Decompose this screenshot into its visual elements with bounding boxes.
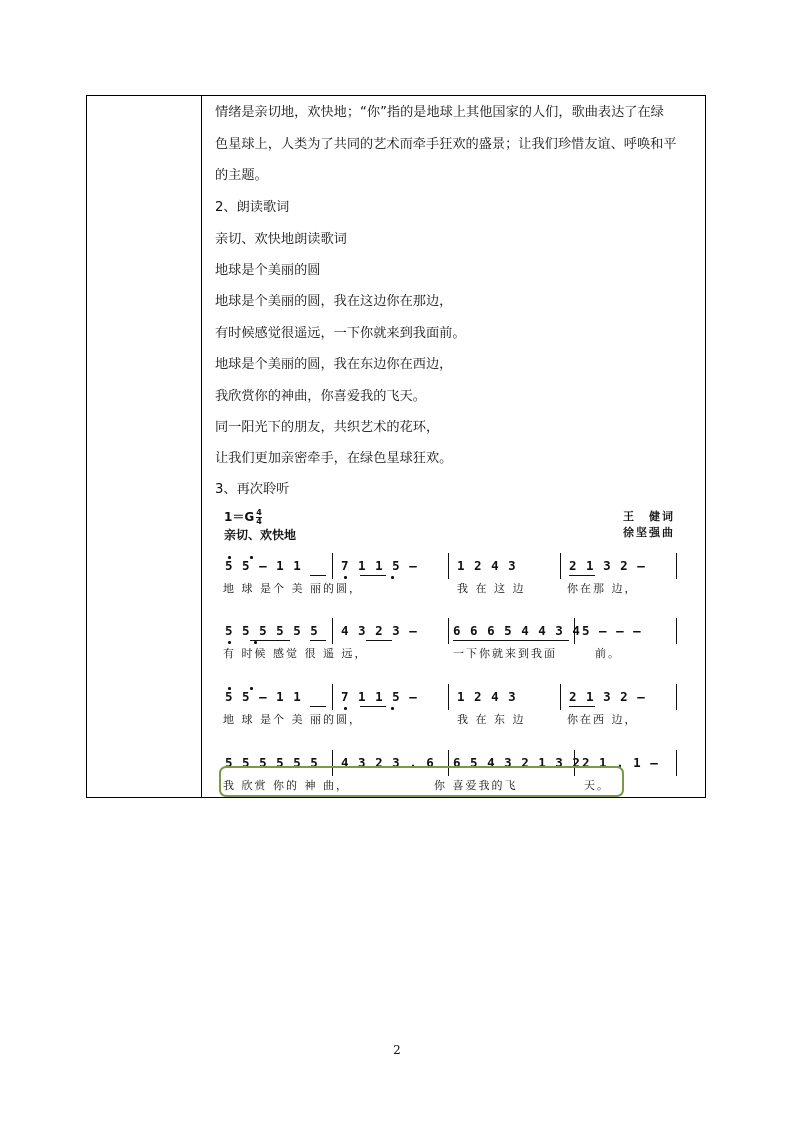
section-heading: 3、再次聆听 [215,482,290,497]
barline [676,750,677,776]
note-dot [344,707,347,710]
score-measure: 4 3 2 3 . 6 [341,755,435,770]
note-dot [250,556,253,559]
barline [332,618,333,644]
lyric-line: 我 在 东 边 [457,713,526,726]
poem-line: 地球是个美丽的圆，我在东边你在西边， [215,357,453,372]
score-measure: 5 5 – 1 1 [225,689,302,704]
underline [310,706,326,707]
note-dot [391,576,394,579]
lyric-line: 有 时候 感觉 很 遥 远， [223,647,368,660]
note-dot [391,707,394,710]
underline [360,575,386,576]
composer-credit: 徐坚强曲 [623,526,675,539]
score-measure: 2 1 . 1 – [582,755,659,770]
barline [448,553,449,579]
paragraph-line: 色星球上，人类为了共同的艺术而牵手狂欢的盛景；让我们珍惜友谊、呼唤和平 [215,137,677,152]
tempo-marking: 亲切、欢快地 [224,528,297,542]
underline [360,706,386,707]
underline [310,640,326,641]
music-score [220,505,690,798]
key-signature: 1＝G $\frac{4}{4}$ [224,508,262,526]
barline [560,684,561,710]
lyric-line: 一下你就来到我面 [453,647,557,660]
paragraph-line: 亲切、欢快地朗读歌词 [215,232,347,247]
underline [453,640,569,641]
lyric-line: 你在那 边， [567,582,638,595]
score-measure: 7 1 1 5 – [341,558,418,573]
score-measure: 5 – – – [582,623,642,638]
column-divider [201,96,202,797]
score-measure: 5 5 – 1 1 [225,558,302,573]
score-measure: 7 1 1 5 – [341,689,418,704]
section-heading: 2、朗读歌词 [215,200,290,215]
barline [332,553,333,579]
barline [448,684,449,710]
poem-title: 地球是个美丽的圆 [215,263,321,278]
barline [448,618,449,644]
barline [676,684,677,710]
lyric-line: 地 球 是个 美 丽的圆， [223,713,362,726]
lyric-line: 你 喜爱我的飞 [434,779,518,792]
poem-line: 让我们更加亲密牵手，在绿色星球狂欢。 [215,451,453,466]
note-dot [254,641,257,644]
poem-line: 我欣赏你的神曲，你喜爱我的飞天。 [215,389,426,404]
poem-line: 地球是个美丽的圆，我在这边你在那边， [215,294,453,309]
time-signature: $\frac{4}{4}$ [256,508,262,526]
note-dot [228,687,231,690]
note-dot [344,576,347,579]
lyric-line: 地 球 是个 美 丽的圆， [223,582,362,595]
lyricist-credit: 王 健词 [623,510,675,523]
barline [676,618,677,644]
barline [574,618,575,644]
score-measure: 6 6 6 5 4 4 3 4 [453,623,581,638]
underline [366,640,392,641]
score-measure: 2 1 3 2 – [569,558,646,573]
lyric-line: 我 欣赏 你的 神 曲， [223,779,349,792]
highlight-box [219,766,624,797]
lyric-line: 天。 [584,779,610,792]
barline [560,553,561,579]
score-measure: 5 5 5 5 5 5 [225,755,319,770]
score-measure: 1 2 4 3 [457,558,517,573]
score-measure: 5 5 5 5 5 5 [225,623,319,638]
score-measure: 1 2 4 3 [457,689,517,704]
barline [676,553,677,579]
paragraph-line: 情绪是亲切地，欢快地；“你”指的是地球上其他国家的人们，歌曲表达了在绿 [215,105,664,120]
poem-line: 有时候感觉很遥远，一下你就来到我面前。 [215,326,466,341]
lyric-line: 你在西 边， [567,713,638,726]
underline [569,575,595,576]
paragraph-line: 的主题。 [215,168,268,183]
page-number: 2 [393,1043,401,1057]
score-measure: 6 5 4 3 2 1 3 2 [453,755,581,770]
note-dot [250,687,253,690]
score-measure: 2 1 3 2 – [569,689,646,704]
underline [569,706,595,707]
note-dot [228,556,231,559]
lyric-line: 前。 [595,647,621,660]
underline [310,575,326,576]
barline [332,684,333,710]
score-measure: 4 3 2 3 – [341,623,418,638]
lyric-line: 我 在 这 边 [457,582,526,595]
poem-line: 同一阳光下的朋友，共织艺术的花环， [215,420,440,435]
note-dot [228,641,231,644]
